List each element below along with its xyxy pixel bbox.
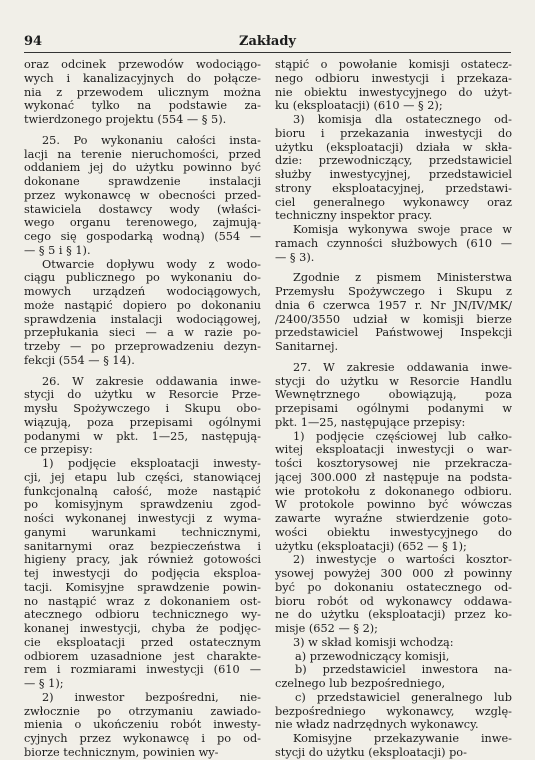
text-line: stycji do użytku (eksploatacji) po-	[275, 745, 467, 759]
paragraph-gap	[24, 127, 261, 134]
text-line: Przemysłu Spożywczego i Skupu z	[275, 285, 512, 298]
text-line: mienia o ukończeniu robót inwesty-	[24, 718, 261, 732]
text-line: stąpić o powołanie komisji ostatecz-	[275, 58, 512, 71]
text-line: ce przepisy:	[24, 443, 93, 457]
text-line: strony eksploatacyjnej, przedstawi-	[275, 181, 512, 195]
text-line: cie eksploatacji przed ostatecznym	[24, 635, 261, 649]
text-line: W protokole powinno być wówczas	[275, 498, 512, 512]
text-line: nego odbioru inwestycji i przekaza-	[275, 71, 512, 85]
text-line: sprawdzenia instalacji wodociągowej,	[24, 312, 261, 326]
text-line: nie władz nadrzędnych wykonawcy.	[275, 718, 479, 732]
text-line: dzie: przewodniczący, przedstawiciel	[275, 154, 512, 168]
text-line: ciel generalnego wykonawcy oraz	[275, 195, 512, 209]
text-line: ramach czynności służbowych (610 —	[275, 236, 512, 250]
text-line: ku (eksploatacji) (610 — § 2);	[275, 99, 443, 113]
text-line: higieny pracy, jak również gotowości	[24, 553, 261, 567]
text-line: przez wykonawcę w obecności przed-	[24, 188, 261, 202]
text-line: wych i kanalizacyjnych do połącze-	[24, 71, 261, 85]
text-line: jącej 300.000 zł następuje na podsta-	[275, 470, 512, 484]
text-line: czelnego lub bezpośredniego,	[275, 677, 446, 690]
text-line: odbiorem uzasadnione jest charakte-	[24, 649, 261, 663]
text-line: techniczny inspektor pracy.	[275, 209, 433, 223]
text-line: stycji do użytku w Resorcie Handlu	[275, 374, 512, 388]
right-text-column	[275, 58, 512, 760]
text-line: przepisami ogólnymi podanymi w	[275, 402, 512, 415]
text-line: funkcjonalną całość, może nastąpić	[24, 484, 261, 498]
text-line: 3) w skład komisji wchodzą:	[293, 635, 454, 649]
text-line: użytku (eksploatacji) działa w skła-	[275, 140, 512, 154]
text-line: nia z przewodem ulicznym można	[24, 85, 261, 99]
text-line: lacji na terenie nieruchomości, przed	[24, 147, 261, 161]
text-line: /2400/3550 udział w komisji bierze	[275, 312, 512, 326]
text-line: tej inwestycji do podjęcia eksploa-	[24, 567, 261, 580]
text-line: Komisja wykonywa swoje prace w	[293, 223, 512, 236]
text-line: nie obiektu inwestycyjnego do użyt-	[275, 85, 512, 99]
text-line: być po dokonaniu ostatecznego od-	[275, 580, 512, 594]
text-line: twierdzonego projektu (554 — § 5).	[24, 113, 227, 126]
text-line: rem i rozmiarami inwestycji (610 —	[24, 663, 261, 677]
text-line: no nastąpić wraz z dokonaniem ost-	[24, 594, 261, 608]
text-line: ciągu publicznego po wykonaniu do-	[24, 271, 261, 285]
text-line: Wewnętrznego obowiązują, poza	[275, 388, 512, 402]
left-text-column	[24, 58, 261, 760]
text-line: tacji. Komisyjne sprawdzenie powin-	[24, 580, 261, 594]
paragraph-gap	[275, 354, 512, 361]
text-line: może nastąpić dopiero po dokonaniu	[24, 298, 261, 312]
text-line: ganymi warunkami technicznymi,	[24, 525, 261, 539]
text-line: Otwarcie dopływu wody z wodo-	[42, 257, 261, 271]
text-line: oraz odcinek przewodów wodociągo-	[24, 58, 261, 71]
text-line: służby inwestycyjnej, przedstawiciel	[275, 168, 512, 181]
text-line: oddaniem jej do użytku powinno być	[24, 161, 261, 175]
text-line: — § 5 i § 1).	[24, 243, 91, 257]
text-line: 1) podjęcie eksploatacji inwesty-	[42, 457, 261, 470]
text-line: fekcji (554 — § 14).	[24, 353, 135, 367]
text-line: bioru i przekazania inwestycji do	[275, 126, 512, 140]
text-line: użytku (eksploatacji) (652 — § 1);	[275, 539, 467, 553]
text-line: witej eksploatacji inwestycji o war-	[275, 443, 512, 457]
text-line: przedstawiciel Państwowej Inspekcji	[275, 326, 512, 340]
text-line: sanitarnymi oraz bezpieczeństwa i	[24, 539, 261, 553]
text-line: Komisyjne przekazywanie inwe-	[293, 732, 512, 745]
text-line: podanymi w pkt. 1—25, następują-	[24, 429, 261, 443]
text-line: 2) inwestycje o wartości kosztor-	[293, 553, 512, 567]
text-line: trzeby — po przeprowadzeniu dezyn-	[24, 340, 261, 353]
text-line: wykonać tylko na podstawie za-	[24, 99, 261, 113]
text-line: b) przedstawiciel inwestora na-	[295, 663, 512, 677]
text-line: po komisyjnym sprawdzeniu zgod-	[24, 498, 261, 512]
text-line: — § 3).	[275, 250, 315, 264]
text-line: wie protokołu z dokonanego odbioru.	[275, 484, 512, 498]
text-line: c) przedstawiciel generalnego lub	[295, 690, 512, 704]
text-line: cego się gospodarką wodną) (554 —	[24, 230, 261, 243]
text-line: 27. W zakresie oddawania inwe-	[293, 360, 512, 374]
text-line: przepłukania sieci — a w razie po-	[24, 326, 261, 340]
text-line: cji, jej etapu lub części, stanowiącej	[24, 470, 261, 484]
text-line: dnia 6 czerwca 1957 r. Nr JN/IV/MK/	[275, 298, 512, 312]
page-number: 94	[24, 34, 43, 49]
text-line: misje (652 — § 2);	[275, 622, 378, 635]
text-line: pkt. 1—25, następujące przepisy:	[275, 415, 466, 429]
text-line: Sanitarnej.	[275, 340, 339, 353]
text-line: ne do użytku (eksploatacji) przez ko-	[275, 608, 512, 622]
text-line: dokonane sprawdzenie instalacji	[24, 175, 261, 188]
text-line: cyjnych przez wykonawcę i po od-	[24, 732, 261, 745]
text-line: zawarte wyraźne stwierdzenie goto-	[275, 512, 512, 525]
text-line: biorze technicznym, powinien wy-	[24, 745, 219, 759]
text-line: stycji do użytku w Resorcie Prze-	[24, 388, 261, 402]
text-line: 25. Po wykonaniu całości insta-	[42, 133, 261, 147]
text-line: Zgodnie z pismem Ministerstwa	[293, 271, 512, 285]
text-line: tości kosztorysowej nie przekracza-	[275, 457, 512, 470]
text-line: atecznego odbioru technicznego wy-	[24, 608, 261, 622]
text-line: stawiciela dostawcy wody (właści-	[24, 202, 261, 216]
text-line: mowych urządzeń wodociągowych,	[24, 285, 261, 298]
text-line: 26. W zakresie oddawania inwe-	[42, 374, 261, 388]
text-line: wego organu terenowego, zajmują-	[24, 216, 261, 230]
text-line: mysłu Spożywczego i Skupu obo-	[24, 402, 261, 415]
paragraph-gap	[24, 368, 261, 375]
page-header	[24, 34, 511, 53]
text-line: a) przewodniczący komisji,	[295, 649, 450, 663]
text-line: bezpośredniego wykonawcy, wzglę-	[275, 704, 512, 718]
text-line: 1) podjęcie częściowej lub całko-	[293, 429, 512, 443]
paragraph-gap	[275, 264, 512, 271]
running-title: Zakłady	[239, 34, 296, 49]
text-line: bioru robót od wykonawcy oddawa-	[275, 594, 512, 608]
text-line: 2) inwestor bezpośredni, nie-	[42, 690, 261, 704]
text-line: wości obiektu inwestycyjnego do	[275, 525, 512, 539]
text-line: ysowej powyżej 300 000 zł powinny	[275, 567, 512, 580]
text-line: — § 1);	[24, 677, 64, 690]
text-line: ności wykonanej inwestycji z wyma-	[24, 512, 261, 525]
text-line: zwłocznie po otrzymaniu zawiado-	[24, 704, 261, 718]
text-line: 3) komisja dla ostatecznego od-	[293, 113, 512, 126]
text-line: konanej inwestycji, chyba że podjęc-	[24, 622, 261, 635]
text-line: wiązują, poza przepisami ogólnymi	[24, 415, 261, 429]
